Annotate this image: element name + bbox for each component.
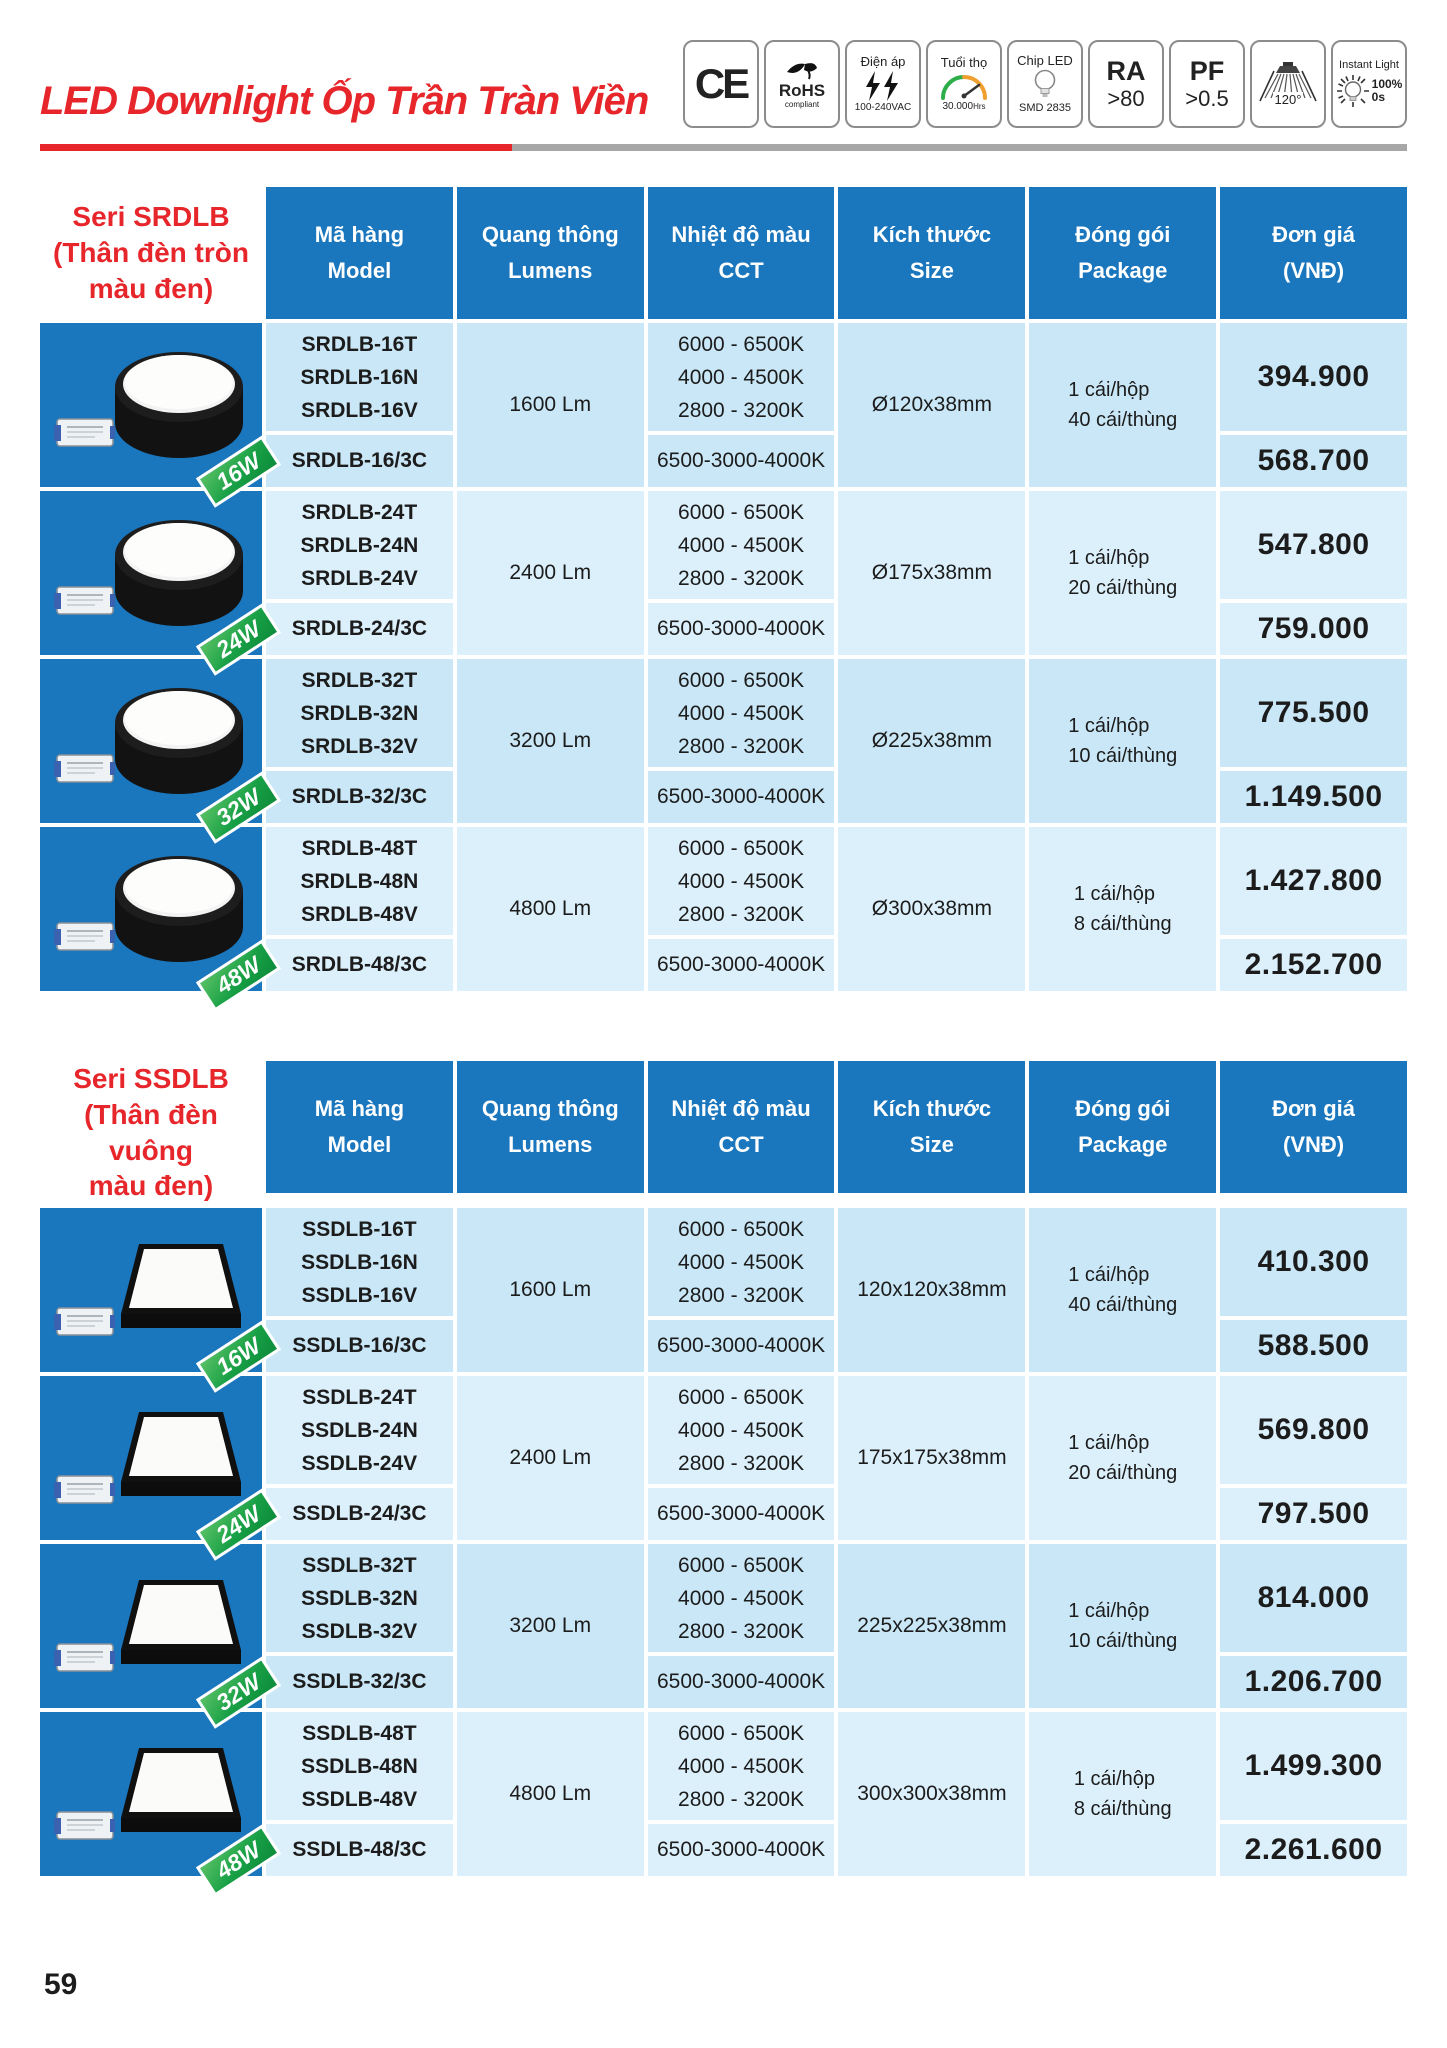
model-code: SSDLB-32T <box>302 1553 417 1577</box>
cct-list-cell <box>648 491 835 599</box>
badge-instant-light <box>1331 40 1407 128</box>
ra-value: >80 <box>1107 85 1145 111</box>
column-header <box>648 187 835 319</box>
price-cell-3c: 2.152.700 <box>1220 939 1407 991</box>
model-code: SRDLB-48N <box>300 869 419 893</box>
watt-badge: 48W <box>196 939 282 1012</box>
column-header-line1: Kích thước <box>872 1096 992 1121</box>
lumens-cell: 4800 Lm <box>457 827 644 991</box>
model-code: SRDLB-24N <box>300 533 419 557</box>
column-header-line1: Quang thông <box>481 222 619 247</box>
package-cell <box>1029 323 1216 487</box>
model-column <box>266 491 453 655</box>
price-cell-3c: 1.206.700 <box>1220 1656 1407 1708</box>
model-list-cell <box>266 1712 453 1820</box>
size-cell: Ø175x38mm <box>838 491 1025 655</box>
square-downlight-image <box>53 1726 249 1862</box>
size-cell: Ø300x38mm <box>838 827 1025 991</box>
model-code: SRDLB-32N <box>300 701 419 725</box>
size-cell: 175x175x38mm <box>838 1376 1025 1540</box>
square-downlight-image <box>53 1558 249 1694</box>
cct-value: 2800 - 3200K <box>678 398 805 422</box>
watt-badge: 48W <box>196 1825 282 1898</box>
leaf-icon <box>784 60 820 80</box>
product-image-cell <box>40 1208 265 1381</box>
size-cell: Ø120x38mm <box>838 323 1025 487</box>
package-line: 40 cái/thùng <box>1068 409 1178 431</box>
column-header-line2: Model <box>327 258 392 283</box>
model-code-3c: SRDLB-48/3C <box>266 939 453 991</box>
price-cell-3c: 759.000 <box>1220 603 1407 655</box>
model-code-3c: SSDLB-16/3C <box>266 1320 453 1372</box>
cct-value: 4000 - 4500K <box>678 701 805 725</box>
page-title: LED Downlight Ốp Trần Tràn Viền <box>40 79 649 123</box>
cct-value: 6000 - 6500K <box>678 1217 805 1241</box>
column-header-line1: Quang thông <box>481 1096 619 1121</box>
square-downlight-image <box>53 1222 249 1358</box>
cct-value-3c: 6500-3000-4000K <box>648 771 835 823</box>
model-list-cell <box>266 1208 453 1316</box>
column-header <box>648 1061 835 1193</box>
price-cell-3c: 1.149.500 <box>1220 771 1407 823</box>
column-header <box>1029 1061 1216 1193</box>
square-lamp <box>121 1412 241 1496</box>
model-code: SRDLB-32V <box>301 734 418 758</box>
price-cell: 547.800 <box>1220 491 1407 599</box>
cct-value-3c: 6500-3000-4000K <box>648 1656 835 1708</box>
package-line: 1 cái/hộp <box>1073 1768 1155 1791</box>
driver-box <box>54 419 115 446</box>
price-cell: 1.427.800 <box>1220 827 1407 935</box>
column-header-line2: (VNĐ) <box>1283 1132 1345 1157</box>
cct-value-3c: 6500-3000-4000K <box>648 939 835 991</box>
model-code: SRDLB-16V <box>301 398 418 422</box>
ce-mark-icon: CE <box>694 60 748 107</box>
lifespan-value: 30.000Hrs <box>942 100 986 112</box>
page-number: 59 <box>44 1968 78 2001</box>
model-code: SSDLB-32N <box>301 1586 418 1610</box>
driver-box <box>54 1308 115 1335</box>
model-code: SSDLB-48N <box>301 1754 418 1778</box>
column-header-line1: Đơn giá <box>1272 222 1355 247</box>
column-header-line2: Size <box>909 1132 954 1157</box>
model-code: SSDLB-48T <box>302 1721 417 1745</box>
package-lines <box>1068 1428 1177 1488</box>
cct-list-cell <box>648 1376 835 1484</box>
cct-value: 2800 - 3200K <box>678 1787 805 1811</box>
column-header-line2: Model <box>327 1132 392 1157</box>
watt-badge: 16W <box>196 435 282 508</box>
model-code: SSDLB-48V <box>301 1787 418 1811</box>
size-cell: 300x300x38mm <box>838 1712 1025 1876</box>
cct-column <box>648 659 835 823</box>
model-code: SRDLB-16N <box>300 365 419 389</box>
watt-badge: 16W <box>196 1321 282 1394</box>
lumens-cell: 2400 Lm <box>457 1376 644 1540</box>
column-header-line2: CCT <box>718 258 764 283</box>
price-cell-3c: 797.500 <box>1220 1488 1407 1540</box>
watt-badge: 24W <box>196 1489 282 1562</box>
package-lines <box>1068 375 1177 435</box>
model-code-3c: SSDLB-32/3C <box>266 1656 453 1708</box>
cct-value: 4000 - 4500K <box>678 365 805 389</box>
cct-list-cell <box>648 323 835 431</box>
series-title-line: (Thân đèn vuông <box>84 1098 218 1166</box>
badge-lifespan <box>926 40 1002 128</box>
cct-column <box>648 1544 835 1708</box>
title-underline <box>40 144 512 151</box>
model-list-cell <box>266 1376 453 1484</box>
package-line: 1 cái/hộp <box>1068 379 1150 401</box>
model-code: SSDLB-16V <box>301 1283 418 1307</box>
driver-box <box>54 1812 115 1839</box>
round-lamp <box>115 856 243 962</box>
cct-column <box>648 1712 835 1876</box>
series-title <box>40 1061 262 1204</box>
price-cell-3c: 2.261.600 <box>1220 1824 1407 1876</box>
column-header <box>838 1061 1025 1193</box>
badge-ra <box>1088 40 1164 128</box>
package-line: 1 cái/hộp <box>1068 547 1150 569</box>
cct-value: 4000 - 4500K <box>678 869 805 893</box>
round-downlight-image <box>53 337 249 473</box>
model-list-cell <box>266 491 453 599</box>
model-code-3c: SRDLB-24/3C <box>266 603 453 655</box>
cct-column <box>648 1376 835 1540</box>
instant-light-percent: 100% <box>1371 76 1403 91</box>
price-column <box>1220 491 1407 655</box>
model-code: SSDLB-16N <box>301 1250 418 1274</box>
round-downlight-image <box>53 673 249 809</box>
column-header-line1: Mã hàng <box>314 1096 405 1121</box>
column-header-line1: Đóng gói <box>1075 1096 1171 1121</box>
driver-box <box>54 1476 115 1503</box>
lumens-cell: 3200 Lm <box>457 659 644 823</box>
square-downlight-image <box>53 1390 249 1526</box>
cct-value-3c: 6500-3000-4000K <box>648 435 835 487</box>
driver-box <box>54 923 115 950</box>
package-lines <box>1068 543 1177 603</box>
cct-value: 4000 - 4500K <box>678 1586 805 1610</box>
product-image-cell <box>40 659 265 831</box>
column-header <box>266 187 453 319</box>
model-code: SRDLB-24V <box>301 566 418 590</box>
model-code: SSDLB-32V <box>301 1619 418 1643</box>
column-header-line2: Size <box>909 258 954 283</box>
product-table-srdlb <box>40 187 1407 999</box>
model-list-cell <box>266 827 453 935</box>
cct-value: 2800 - 3200K <box>678 1283 805 1307</box>
cct-value: 6000 - 6500K <box>678 836 805 860</box>
model-code: SRDLB-48V <box>301 902 418 926</box>
lightning-bolts-icon <box>863 71 903 101</box>
price-column <box>1220 659 1407 823</box>
column-header-line1: Nhiệt độ màu <box>671 222 811 247</box>
model-column <box>266 323 453 487</box>
package-line: 40 cái/thùng <box>1068 1294 1178 1317</box>
model-column <box>266 1208 453 1372</box>
lumens-cell: 1600 Lm <box>457 1208 644 1372</box>
product-image-cell <box>40 323 265 495</box>
cct-value: 6000 - 6500K <box>678 1385 805 1409</box>
model-code-3c: SSDLB-48/3C <box>266 1824 453 1876</box>
model-code: SRDLB-32T <box>301 668 418 692</box>
rohs-label: RoHS <box>778 80 826 100</box>
cct-list-cell <box>648 1544 835 1652</box>
product-image-cell <box>40 827 265 999</box>
package-line: 1 cái/hộp <box>1068 1600 1150 1623</box>
column-header-line2: Lumens <box>508 258 593 283</box>
model-list-cell <box>266 1544 453 1652</box>
package-lines <box>1068 1596 1177 1656</box>
round-downlight-image <box>53 841 249 977</box>
price-cell: 1.499.300 <box>1220 1712 1407 1820</box>
package-cell <box>1029 491 1216 655</box>
cct-value: 2800 - 3200K <box>678 566 805 590</box>
model-code: SSDLB-24V <box>301 1451 418 1475</box>
cct-value-3c: 6500-3000-4000K <box>648 603 835 655</box>
column-header-line1: Đóng gói <box>1075 222 1171 247</box>
product-image-cell <box>40 1376 265 1549</box>
package-line: 20 cái/thùng <box>1068 577 1178 599</box>
package-lines <box>1068 711 1177 771</box>
price-column <box>1220 1208 1407 1372</box>
package-lines <box>1068 1260 1177 1320</box>
column-header-line2: CCT <box>718 1132 764 1157</box>
series-title-line: Seri SSDLB <box>73 1063 229 1094</box>
model-code: SRDLB-16T <box>301 332 418 356</box>
package-line: 1 cái/hộp <box>1068 1264 1150 1287</box>
cct-value-3c: 6500-3000-4000K <box>648 1320 835 1372</box>
cct-value: 2800 - 3200K <box>678 902 805 926</box>
model-column <box>266 1544 453 1708</box>
cct-list-cell <box>648 659 835 767</box>
column-header-line2: Lumens <box>508 1132 593 1157</box>
badge-voltage <box>845 40 921 128</box>
lifespan-gauge-icon <box>938 72 990 100</box>
package-line: 10 cái/thùng <box>1068 1630 1178 1653</box>
column-header-line1: Mã hàng <box>314 222 405 247</box>
driver-box <box>54 755 115 782</box>
package-line: 1 cái/hộp <box>1068 1432 1150 1455</box>
cct-value: 2800 - 3200K <box>678 1451 805 1475</box>
package-cell <box>1029 1544 1216 1708</box>
package-line: 20 cái/thùng <box>1068 1462 1178 1485</box>
watt-badge: 32W <box>196 771 282 844</box>
model-column <box>266 659 453 823</box>
product-table-ssdlb <box>40 1061 1407 1885</box>
cct-list-cell <box>648 827 835 935</box>
instant-light-time: 0s <box>1371 89 1385 104</box>
size-cell: 120x120x38mm <box>838 1208 1025 1372</box>
package-line: 1 cái/hộp <box>1073 883 1155 905</box>
model-code: SRDLB-48T <box>301 836 418 860</box>
column-header-line1: Nhiệt độ màu <box>671 1096 811 1121</box>
chip-led-value: SMD 2835 <box>1019 102 1071 115</box>
package-cell <box>1029 659 1216 823</box>
cct-value: 2800 - 3200K <box>678 734 805 758</box>
pf-label: PF <box>1189 55 1225 86</box>
price-column <box>1220 827 1407 991</box>
cct-value: 6000 - 6500K <box>678 1721 805 1745</box>
lifespan-title: Tuổi thọ <box>940 55 988 71</box>
price-column <box>1220 1712 1407 1876</box>
cct-column <box>648 1208 835 1372</box>
cct-value: 4000 - 4500K <box>678 1418 805 1442</box>
model-code-3c: SRDLB-16/3C <box>266 435 453 487</box>
price-cell-3c: 568.700 <box>1220 435 1407 487</box>
package-cell <box>1029 1208 1216 1372</box>
square-lamp <box>121 1244 241 1328</box>
model-code: SSDLB-16T <box>302 1217 417 1241</box>
model-code-3c: SSDLB-24/3C <box>266 1488 453 1540</box>
cct-value: 2800 - 3200K <box>678 1619 805 1643</box>
driver-box <box>54 1644 115 1671</box>
cct-list-cell <box>648 1712 835 1820</box>
column-header <box>1029 187 1216 319</box>
badge-rohs <box>764 40 840 128</box>
badge-ce <box>683 40 759 128</box>
lumens-cell: 2400 Lm <box>457 491 644 655</box>
badge-pf <box>1169 40 1245 128</box>
column-header <box>266 1061 453 1193</box>
ra-label: RA <box>1106 55 1146 86</box>
column-header <box>1220 187 1407 319</box>
series-title-line: Seri SRDLB <box>72 201 230 233</box>
product-image-cell <box>40 491 265 663</box>
model-list-cell <box>266 659 453 767</box>
instant-light-title: Instant Light <box>1339 59 1399 72</box>
round-lamp <box>115 688 243 794</box>
product-image-cell <box>40 1712 265 1885</box>
square-lamp <box>121 1580 241 1664</box>
cct-value-3c: 6500-3000-4000K <box>648 1824 835 1876</box>
price-column <box>1220 1376 1407 1540</box>
cct-value: 4000 - 4500K <box>678 533 805 557</box>
cct-column <box>648 323 835 487</box>
package-cell <box>1029 827 1216 991</box>
column-header <box>838 187 1025 319</box>
pf-value: >0.5 <box>1185 85 1229 111</box>
cct-value-3c: 6500-3000-4000K <box>648 1488 835 1540</box>
column-header-line1: Đơn giá <box>1272 1096 1355 1121</box>
cct-list-cell <box>648 1208 835 1316</box>
model-column <box>266 1376 453 1540</box>
badge-beam-angle <box>1250 40 1326 128</box>
model-code: SSDLB-24T <box>302 1385 417 1409</box>
lumens-cell: 3200 Lm <box>457 1544 644 1708</box>
square-lamp <box>121 1748 241 1832</box>
chip-led-title: Chip LED <box>1017 52 1073 68</box>
voltage-title: Điện áp <box>860 54 906 70</box>
package-lines <box>1074 879 1172 939</box>
series-title-line: (Thân đèn tròn <box>53 237 249 269</box>
cct-value: 6000 - 6500K <box>678 1553 805 1577</box>
round-lamp <box>115 352 243 458</box>
package-cell <box>1029 1376 1216 1540</box>
watt-badge: 24W <box>196 603 282 676</box>
cct-column <box>648 491 835 655</box>
price-column <box>1220 323 1407 487</box>
watt-badge: 32W <box>196 1657 282 1730</box>
size-cell: Ø225x38mm <box>838 659 1025 823</box>
model-code-3c: SRDLB-32/3C <box>266 771 453 823</box>
package-line: 1 cái/hộp <box>1068 715 1150 737</box>
column-header-line2: Package <box>1078 1132 1168 1157</box>
model-column <box>266 1712 453 1876</box>
price-cell-3c: 588.500 <box>1220 1320 1407 1372</box>
tables <box>40 187 1407 1885</box>
badge-chip-led <box>1007 40 1083 128</box>
certification-badges <box>683 40 1407 128</box>
column-header-line2: Package <box>1078 258 1168 283</box>
price-cell: 775.500 <box>1220 659 1407 767</box>
series-title <box>40 187 262 319</box>
driver-box <box>54 587 115 614</box>
column-header <box>1220 1061 1407 1193</box>
model-code: SSDLB-24N <box>301 1418 418 1442</box>
rohs-sublabel: compliant <box>784 99 820 109</box>
led-bulb-icon <box>1032 69 1058 101</box>
cct-value: 6000 - 6500K <box>678 500 805 524</box>
cct-value: 4000 - 4500K <box>678 1250 805 1274</box>
product-image-cell <box>40 1544 265 1717</box>
column-header <box>457 1061 644 1193</box>
price-cell: 394.900 <box>1220 323 1407 431</box>
voltage-value: 100-240VAC <box>854 101 912 113</box>
price-column <box>1220 1544 1407 1708</box>
package-line: 10 cái/thùng <box>1068 745 1178 767</box>
column-header <box>457 187 644 319</box>
series-title-line: màu đen) <box>88 272 214 304</box>
cct-column <box>648 827 835 991</box>
round-lamp <box>115 520 243 626</box>
instant-light-burst-icon <box>1336 74 1370 108</box>
model-column <box>266 827 453 991</box>
size-cell: 225x225x38mm <box>838 1544 1025 1708</box>
price-cell: 569.800 <box>1220 1376 1407 1484</box>
cct-value: 4000 - 4500K <box>678 1754 805 1778</box>
cct-value: 6000 - 6500K <box>678 332 805 356</box>
round-downlight-image <box>53 505 249 641</box>
lumens-cell: 4800 Lm <box>457 1712 644 1876</box>
package-lines <box>1074 1764 1172 1824</box>
cct-value: 6000 - 6500K <box>678 668 805 692</box>
price-cell: 410.300 <box>1220 1208 1407 1316</box>
series-title-line: màu đen) <box>88 1170 214 1202</box>
model-code: SRDLB-24T <box>301 500 418 524</box>
header-divider <box>40 144 1407 151</box>
column-header-line2: (VNĐ) <box>1283 258 1345 283</box>
lumens-cell: 1600 Lm <box>457 323 644 487</box>
package-line: 8 cái/thùng <box>1073 1798 1172 1821</box>
model-list-cell <box>266 323 453 431</box>
beam-angle-value: 120° <box>1274 91 1302 107</box>
page-header <box>0 0 1447 128</box>
column-header-line1: Kích thước <box>872 222 992 247</box>
package-cell <box>1029 1712 1216 1876</box>
package-line: 8 cái/thùng <box>1073 913 1172 935</box>
price-cell: 814.000 <box>1220 1544 1407 1652</box>
